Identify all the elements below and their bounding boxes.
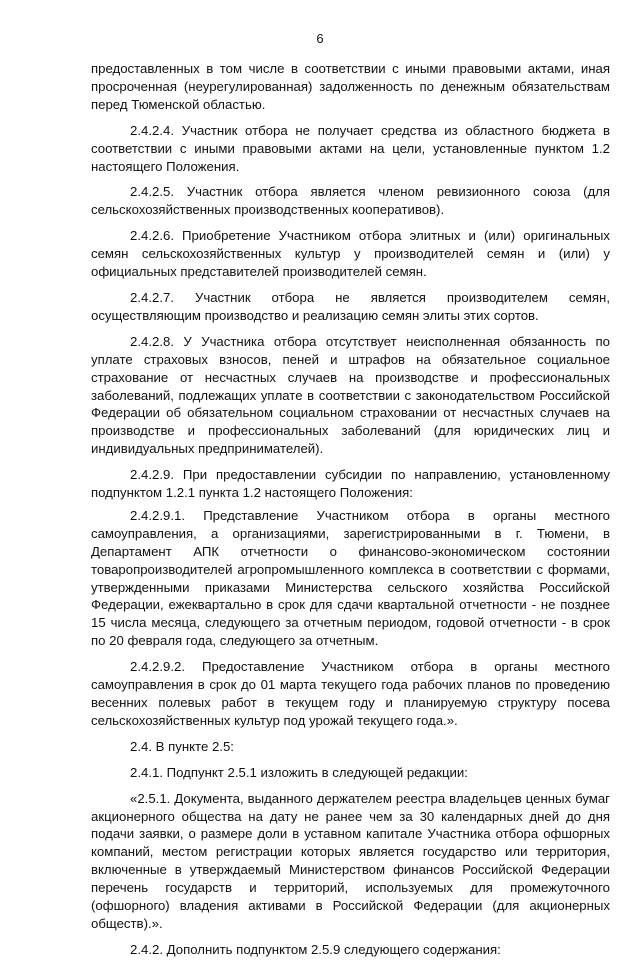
paragraph: 2.4.2.9.1. Представление Участником отбора в органы местного самоуправления, а организациями, зарегистрированными в г. Тюмени, в Департамент АПК отчетности о финансово-экономическом состоянии товаропроизводителей агропромышленного комплекса в соответствии с формами, утвержденными приказами Министерства сельского хозяйства Российской Федерации, ежеквартально в срок для сдачи квартальной отчетности - не позднее 15 числа месяца, следующего за отчетным периодом, годовой отчетности - в срок по 20 февраля года, следующего за отчетным. <box>91 507 610 649</box>
paragraph: 2.4.2.9.2. Предоставление Участником отбора в органы местного самоуправления в срок до 01 марта текущего года рабочих планов по проведению весенних полевых работ в текущем году и планируемую структуру посева сельскохозяйственных культур под урожай текущего года.». <box>91 659 610 728</box>
paragraph: предоставленных в том числе в соответствии с иными правовыми актами, иная просроченная (неурегулированная) задолженность по денежным обязательствам перед Тюменской областью. <box>91 61 610 112</box>
paragraph: 2.4. В пункте 2.5: <box>130 738 234 754</box>
paragraph: 2.4.2. Дополнить подпунктом 2.5.9 следующего содержания: <box>130 941 501 957</box>
page-number: 6 <box>316 31 324 46</box>
paragraph: «2.5.1. Документа, выданного держателем реестра владельцев ценных бумаг акционерного общества на дату не ранее чем за 30 календарных дней до дня подачи заявки, о размере доли в уставном капитале Участника отбора офшорных компаний, местом регистрации которых является государство или территория, включенные в утверждаемый Министерством финансов Российской Федерации перечень государств и территорий, используемых для промежуточного (офшорного) владения активами в Российской Федерации (для акционерных обществ).». <box>91 790 610 931</box>
paragraph: 2.4.1. Подпункт 2.5.1 изложить в следующей редакции: <box>130 764 468 780</box>
paragraph: 2.4.2.4. Участник отбора не получает средства из областного бюджета в соответствии с иными правовыми актами на цели, установленные пунктом 1.2 настоящего Положения. <box>91 122 610 174</box>
paragraph: 2.4.2.8. У Участника отбора отсутствует неисполненная обязанность по уплате страховых взносов, пеней и штрафов на обязательное социальное страхование от несчастных случаев на производстве и профессиональных заболеваний, подлежащих уплате в соответствии с законодательством Российской Федерации об обязательном социальном страховании от несчастных случаев на производстве и профессиональных заболеваний (для юридических лиц и индивидуальных предпринимателей). <box>91 333 610 457</box>
paragraph: 2.4.2.7. Участник отбора не является производителем семян, осуществляющим производство и реализацию семян элиты этих сортов. <box>91 289 610 323</box>
document-body <box>91 60 610 967</box>
paragraph: 2.4.2.9. При предоставлении субсидии по направлению, установленному подпунктом 1.2.1 пункта 1.2 настоящего Положения: <box>91 467 610 501</box>
paragraph: 2.4.2.6. Приобретение Участником отбора элитных и (или) оригинальных семян сельскохозяйственных культур у производителей семян и (или) у официальных представителей производителей семян. <box>91 228 610 280</box>
paragraph: 2.4.2.5. Участник отбора является членом ревизионного союза (для сельскохозяйственных производственных кооперативов). <box>91 184 610 218</box>
